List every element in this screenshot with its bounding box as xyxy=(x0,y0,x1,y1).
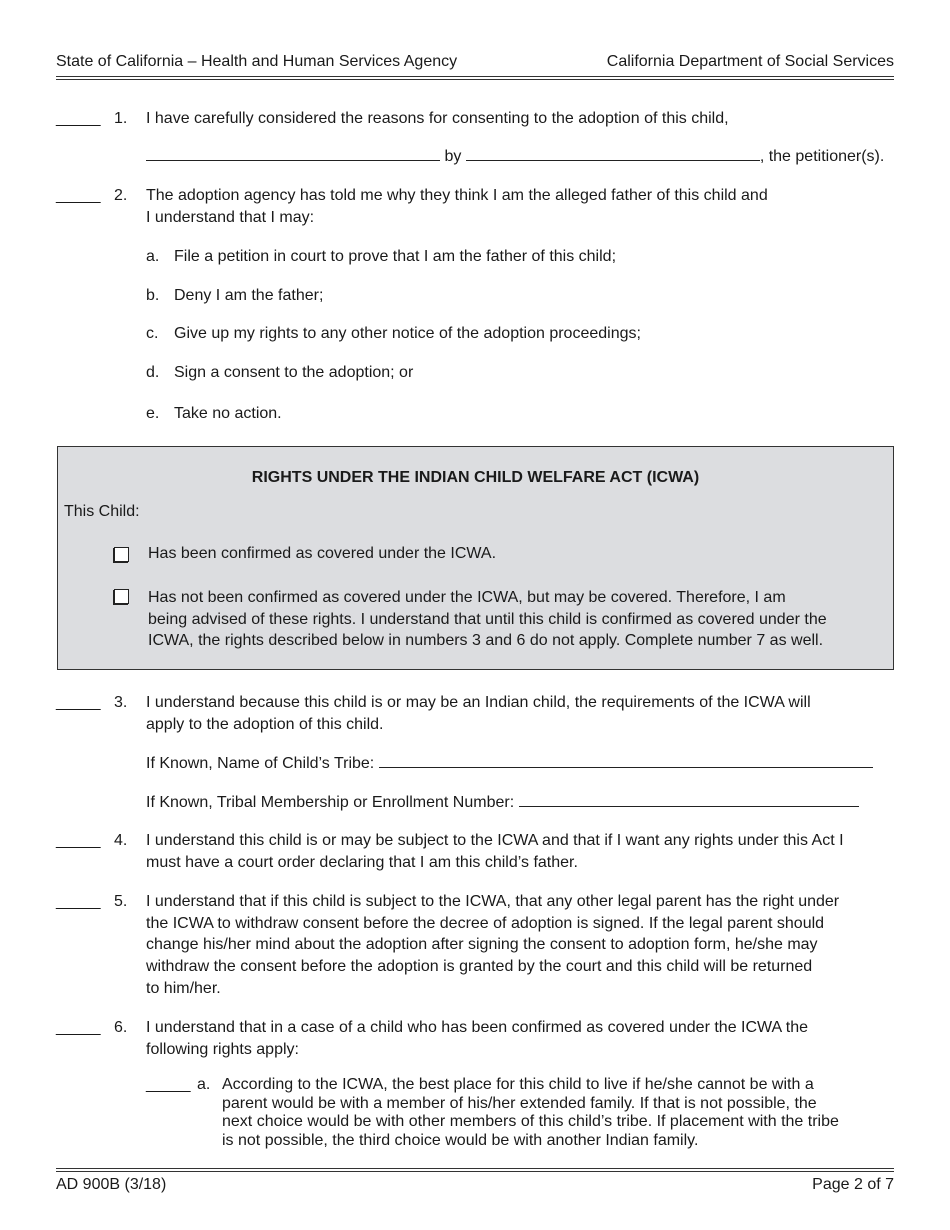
sub-item-a xyxy=(146,246,616,268)
sub-text: Give up my rights to any other notice of the adoption proceedings; xyxy=(174,325,641,342)
item-text-line2: I understand that I may: xyxy=(146,209,315,226)
item-text-line4: withdraw the consent before the adoption is granted by the court and this child will be returned xyxy=(146,958,813,976)
text-line: Has not been confirmed as covered under the ICWA, but may be covered. Therefore, I am xyxy=(148,589,786,606)
item-text-line1: I understand that if this child is subject to the ICWA, that any other legal parent has the right under xyxy=(146,893,840,910)
sub-item-e xyxy=(146,403,282,425)
membership-label: If Known, Tribal Membership or Enrollment Number: xyxy=(146,794,515,811)
petitioner-suffix: , the petitioner(s). xyxy=(759,148,885,165)
initial-blank-1[interactable]: _____ xyxy=(56,110,101,127)
sub-letter: c. xyxy=(146,325,159,342)
text-line: is not possible, the third choice would be with another Indian family. xyxy=(222,1131,699,1149)
icwa-rights-box xyxy=(57,446,894,670)
sub-item-b xyxy=(146,285,323,307)
icwa-confirmed-checkbox[interactable] xyxy=(114,547,129,562)
item-text-line2: apply to the adoption of this child. xyxy=(146,716,384,733)
icwa-not-confirmed-checkbox[interactable] xyxy=(114,589,129,604)
sub-text: Deny I am the father; xyxy=(174,287,324,304)
initial-blank-6a[interactable]: _____ xyxy=(146,1076,191,1093)
membership-row xyxy=(146,792,859,814)
tribe-name-row xyxy=(146,753,873,775)
item-text-line1: I understand because this child is or may be an Indian child, the requirements of the ICWA will xyxy=(146,694,811,711)
sub-item-c xyxy=(146,323,641,345)
sub-letter: e. xyxy=(146,405,160,422)
item-text: I have carefully considered the reasons for consenting to the adoption of this child, xyxy=(146,110,729,127)
sub-text: Sign a consent to the adoption; or xyxy=(174,364,414,381)
item-text-line2: must have a court order declaring that I am this child’s father. xyxy=(146,854,578,871)
petitioner-line xyxy=(146,146,896,168)
sub-letter: d. xyxy=(146,364,160,381)
header-department: California Department of Social Services xyxy=(606,53,894,70)
footer-rule-2 xyxy=(56,1171,894,1172)
text-line: According to the ICWA, the best place for this child to live if he/she cannot be with a xyxy=(222,1076,814,1093)
petitioner-name-field-2[interactable] xyxy=(466,146,760,161)
sub-letter: b. xyxy=(146,287,160,304)
sub-text: File a petition in court to prove that I am the father of this child; xyxy=(174,248,617,265)
item-number: 3. xyxy=(114,694,128,711)
icwa-confirmed-label: Has been confirmed as covered under the ICWA. xyxy=(148,545,497,562)
membership-number-field[interactable] xyxy=(519,792,859,807)
sub-text: Take no action. xyxy=(174,405,282,422)
text-line: next choice would be with other members of this child’s tribe. If placement with the tribe xyxy=(222,1113,839,1130)
text-line: being advised of these rights. I understand that until this child is confirmed as covered under the xyxy=(148,610,827,628)
item-text-line2: the ICWA to withdraw consent before the decree of adoption is signed. If the legal parent should xyxy=(146,914,825,932)
initial-blank-6[interactable]: _____ xyxy=(56,1019,101,1036)
initial-blank-3[interactable]: _____ xyxy=(56,694,101,711)
header-rule-1 xyxy=(56,76,894,77)
sub-letter: a. xyxy=(146,248,160,265)
item-number: 6. xyxy=(114,1019,128,1036)
by-label: by xyxy=(444,148,462,165)
item-text-line5: to him/her. xyxy=(146,979,221,997)
footer-rule-1 xyxy=(56,1168,894,1169)
sub-letter: a. xyxy=(197,1076,211,1093)
text-line: parent would be with a member of his/her extended family. If that is not possible, the xyxy=(222,1094,817,1112)
item-6a-text xyxy=(222,1076,902,1150)
initial-blank-5[interactable]: _____ xyxy=(56,893,101,910)
initial-blank-4[interactable]: _____ xyxy=(56,832,101,849)
item-number: 4. xyxy=(114,832,128,849)
sub-item-d xyxy=(146,362,413,384)
item-number: 2. xyxy=(114,187,128,204)
tribe-name-label: If Known, Name of Child’s Tribe: xyxy=(146,755,375,772)
header-agency: State of California – Health and Human Services Agency xyxy=(56,53,458,70)
item-number: 1. xyxy=(114,110,128,127)
initial-blank-2[interactable]: _____ xyxy=(56,187,101,204)
petitioner-name-field-1[interactable] xyxy=(146,146,440,161)
item-number: 5. xyxy=(114,893,128,910)
page-number: Page 2 of 7 xyxy=(812,1176,894,1193)
item-text-line2: following rights apply: xyxy=(146,1041,299,1058)
item-6a xyxy=(146,1076,211,1095)
this-child-label: This Child: xyxy=(64,503,140,520)
item-text-line1: The adoption agency has told me why they think I am the alleged father of this child and xyxy=(146,187,768,204)
item-text-line3: change his/her mind about the adoption after signing the consent to adoption form, he/she may xyxy=(146,936,818,954)
item-text-line1: I understand this child is or may be subject to the ICWA and that if I want any rights under this Act I xyxy=(146,832,844,849)
icwa-title: RIGHTS UNDER THE INDIAN CHILD WELFARE ACT (ICWA) xyxy=(251,469,700,486)
header-rule-2 xyxy=(56,79,894,80)
icwa-not-confirmed-label xyxy=(148,587,827,652)
form-number: AD 900B (3/18) xyxy=(56,1176,167,1193)
item-text-line1: I understand that in a case of a child who has been confirmed as covered under the ICWA the xyxy=(146,1019,809,1036)
tribe-name-field[interactable] xyxy=(379,753,873,768)
text-line: ICWA, the rights described below in numbers 3 and 6 do not apply. Complete number 7 as well. xyxy=(148,632,824,649)
